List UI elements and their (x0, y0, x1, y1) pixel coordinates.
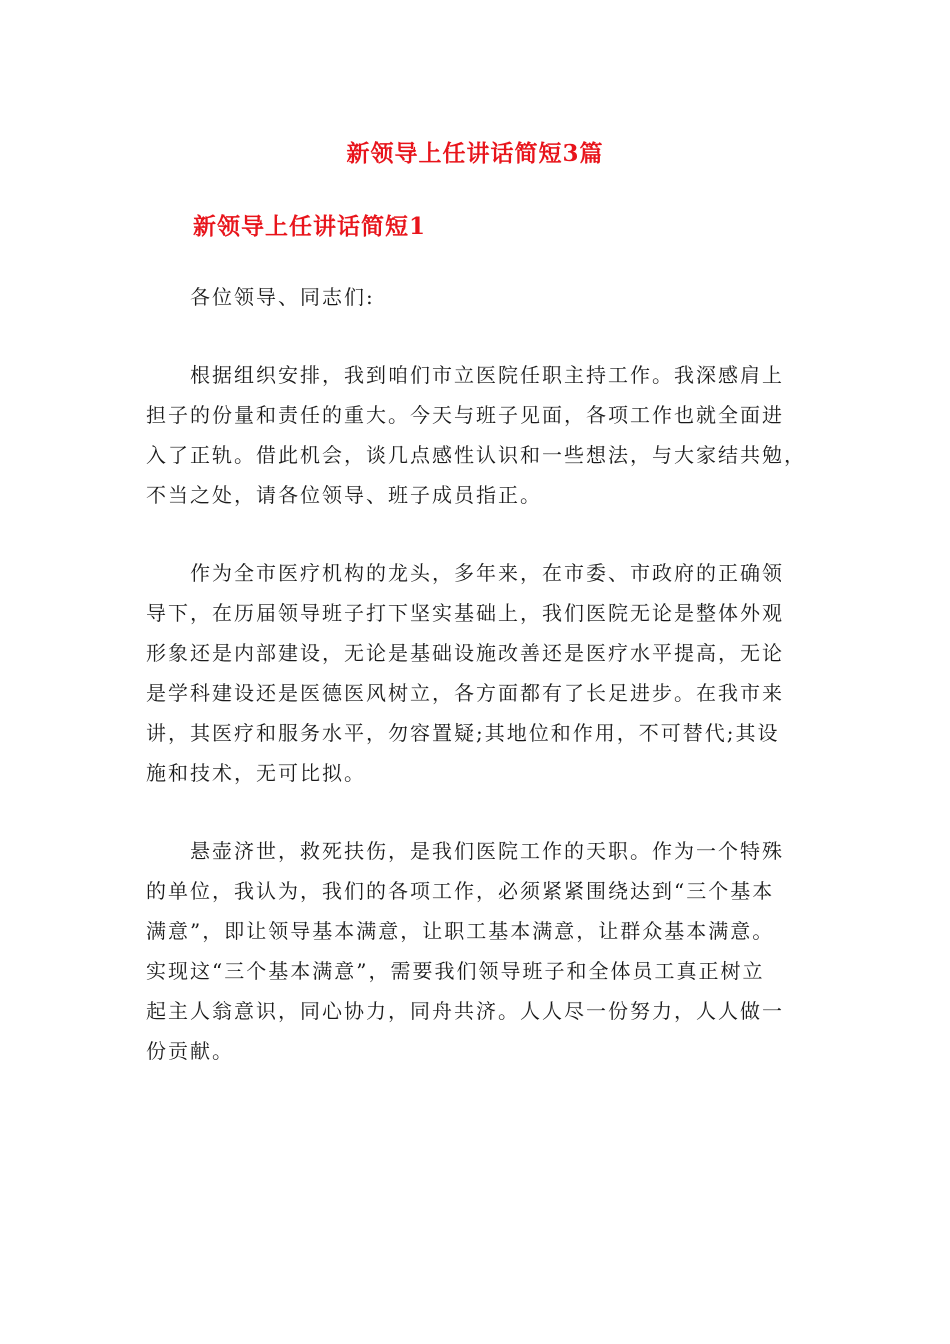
paragraph-line: 担子的份量和责任的重大。今天与班子见面，各项工作也就全面进 (146, 403, 784, 427)
paragraph-line: 各位领导、同志们: (190, 285, 375, 309)
paragraph-line: 形象还是内部建设，无论是基础设施改善还是医疗水平提高，无论 (146, 641, 784, 665)
paragraph-line: 满意”，即让领导基本满意，让职工基本满意，让群众基本满意。 (146, 919, 775, 943)
paragraph-greeting (146, 277, 818, 317)
paragraph-line: 作为全市医疗机构的龙头，多年来，在市委、市政府的正确领 (190, 561, 784, 585)
paragraph-hospital-status (146, 553, 818, 793)
paragraph-line: 份贡献。 (146, 1039, 234, 1063)
paragraph-line: 的单位，我认为，我们的各项工作，必须紧紧围绕达到“三个基本 (146, 879, 775, 903)
paragraph-line: 起主人翁意识，同心协力，同舟共济。人人尽一份努力，人人做一 (146, 999, 784, 1023)
paragraph-line: 不当之处，请各位领导、班子成员指正。 (146, 483, 542, 507)
paragraph-line: 悬壶济世，救死扶伤，是我们医院工作的天职。作为一个特殊 (190, 839, 784, 863)
section-title: 新领导上任讲话简短1 (193, 213, 427, 240)
paragraph-line: 实现这“三个基本满意”，需要我们领导班子和全体员工真正树立 (146, 959, 765, 983)
document-title: 新领导上任讲话简短3篇 (346, 140, 604, 167)
paragraph-line: 根据组织安排，我到咱们市立医院任职主持工作。我深感肩上 (190, 363, 784, 387)
document-body (146, 277, 818, 1109)
paragraph-line: 施和技术，无可比拟。 (146, 761, 366, 785)
paragraph-mission (146, 831, 818, 1071)
paragraph-line: 讲，其医疗和服务水平，勿容置疑;其地位和作用，不可替代;其设 (146, 721, 780, 745)
paragraph-line: 是学科建设还是医德医风树立，各方面都有了长足进步。在我市来 (146, 681, 784, 705)
paragraph-appointment (146, 355, 818, 515)
paragraph-line: 入了正轨。借此机会，谈几点感性认识和一些想法，与大家结共勉， (146, 443, 806, 467)
paragraph-line: 导下，在历届领导班子打下坚实基础上，我们医院无论是整体外观 (146, 601, 784, 625)
